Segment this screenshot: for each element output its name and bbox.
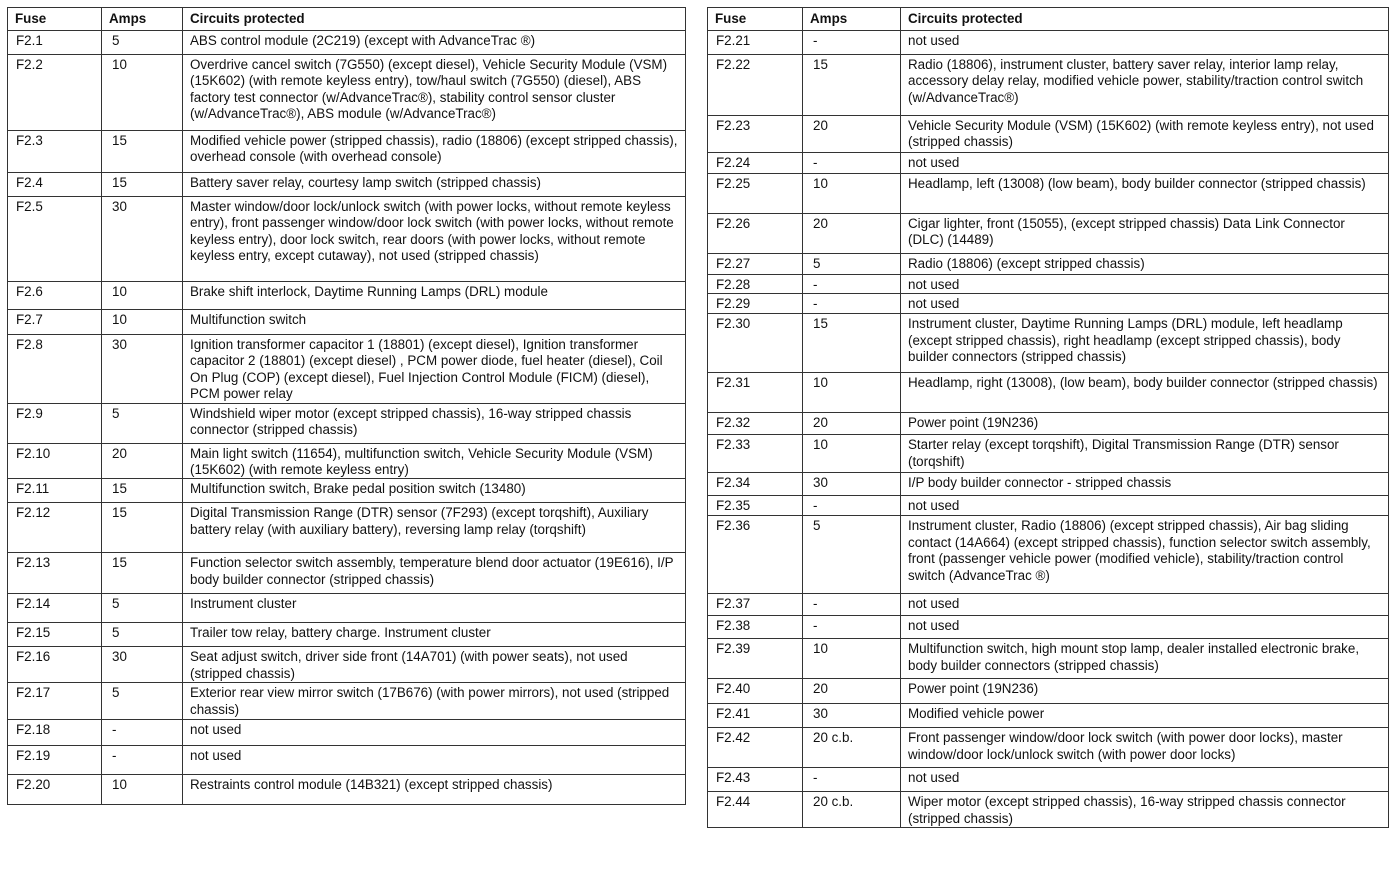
- fuse-row: [708, 792, 1389, 828]
- fuse-id: F2.11: [8, 479, 102, 503]
- fuse-row: [8, 131, 686, 173]
- circuits-protected: not used: [901, 31, 1389, 55]
- circuits-protected: Starter relay (except torqshift), Digital Transmission Range (DTR) sensor (torqshift): [901, 435, 1389, 473]
- circuits-protected: Seat adjust switch, driver side front (14A701) (with power seats), not used (stripped chassis): [183, 647, 686, 683]
- circuits-protected: Modified vehicle power: [901, 704, 1389, 728]
- fuse-id: F2.10: [8, 443, 102, 479]
- amperage: 15: [102, 479, 183, 503]
- fuse-row: [708, 294, 1389, 314]
- amperage: -: [803, 153, 901, 174]
- fuse-id: F2.33: [708, 435, 803, 473]
- circuits-protected: Radio (18806), instrument cluster, battery saver relay, interior lamp relay, accessory delay relay, modified vehicle power, stability/traction control switch (w/AdvanceTrac®): [901, 55, 1389, 116]
- amperage: -: [803, 616, 901, 639]
- circuits-protected: Overdrive cancel switch (7G550) (except diesel), Vehicle Security Module (VSM) (15K602) (with remote keyless entry), tow/haul switch (7G550) (diesel), ABS factory test connector (w/AdvanceTrac®), stability control sensor cluster (w/AdvanceTrac®), ABS module (w/AdvanceTrac®): [183, 55, 686, 131]
- fuse-id: F2.40: [708, 679, 803, 704]
- fuse-id: F2.43: [708, 768, 803, 792]
- amperage: -: [803, 768, 901, 792]
- fuse-row: [8, 282, 686, 310]
- header-amps: Amps: [102, 8, 183, 31]
- circuits-protected: Digital Transmission Range (DTR) sensor (7F293) (except torqshift), Auxiliary battery relay (with auxiliary battery), reversing lamp relay (torqshift): [183, 503, 686, 553]
- amperage: 5: [102, 623, 183, 647]
- fuse-id: F2.44: [708, 792, 803, 828]
- fuse-row: [8, 503, 686, 553]
- circuits-protected: Exterior rear view mirror switch (17B676) (with power mirrors), not used (stripped chassis): [183, 683, 686, 720]
- circuits-protected: Multifunction switch: [183, 310, 686, 335]
- amperage: 30: [102, 647, 183, 683]
- fuse-row: [8, 173, 686, 197]
- circuits-protected: Modified vehicle power (stripped chassis), radio (18806) (except stripped chassis), overhead console (with overhead console): [183, 131, 686, 173]
- fuse-row: [8, 403, 686, 443]
- circuits-protected: Windshield wiper motor (except stripped chassis), 16-way stripped chassis connector (stripped chassis): [183, 403, 686, 443]
- fuse-id: F2.39: [708, 639, 803, 679]
- circuits-protected: not used: [183, 746, 686, 775]
- circuits-protected: I/P body builder connector - stripped chassis: [901, 473, 1389, 496]
- fuse-id: F2.32: [708, 413, 803, 435]
- amperage: 10: [803, 639, 901, 679]
- fuse-id: F2.42: [708, 728, 803, 768]
- fuse-row: [8, 335, 686, 404]
- fuse-row: [708, 153, 1389, 174]
- amperage: 10: [102, 282, 183, 310]
- circuits-protected: not used: [901, 294, 1389, 314]
- header-row: [8, 8, 686, 31]
- circuits-protected: Instrument cluster: [183, 594, 686, 623]
- fuse-row: [708, 516, 1389, 594]
- fuse-id: F2.16: [8, 647, 102, 683]
- fuse-id: F2.41: [708, 704, 803, 728]
- circuits-protected: ABS control module (2C219) (except with AdvanceTrac ®): [183, 31, 686, 55]
- fuse-id: F2.15: [8, 623, 102, 647]
- fuse-row: [8, 594, 686, 623]
- amperage: 5: [102, 683, 183, 720]
- fuse-row: [8, 683, 686, 720]
- amperage: 15: [803, 55, 901, 116]
- fuse-id: F2.35: [708, 496, 803, 516]
- fuse-id: F2.20: [8, 775, 102, 805]
- amperage: 20: [803, 214, 901, 254]
- amperage: 10: [102, 55, 183, 131]
- amperage: 15: [102, 503, 183, 553]
- fuse-id: F2.12: [8, 503, 102, 553]
- fuse-row: [708, 639, 1389, 679]
- circuits-protected: Front passenger window/door lock switch (with power door locks), master window/door lock/unlock switch (with power door locks): [901, 728, 1389, 768]
- amperage: 10: [803, 373, 901, 413]
- fuse-row: [8, 775, 686, 805]
- amperage: 15: [102, 173, 183, 197]
- circuits-protected: Ignition transformer capacitor 1 (18801) (except diesel), Ignition transformer capacitor 2 (18801) (except diesel) , PCM power diode, fuel heater (diesel), Coil On Plug (COP) (except diesel), Fuel Injection Control Module (FICM) (diesel), PCM power relay: [183, 335, 686, 404]
- fuse-id: F2.13: [8, 553, 102, 594]
- fuse-id: F2.26: [708, 214, 803, 254]
- fuse-id: F2.19: [8, 746, 102, 775]
- fuse-row: [8, 55, 686, 131]
- amperage: 5: [102, 594, 183, 623]
- circuits-protected: Multifunction switch, high mount stop lamp, dealer installed electronic brake, body builder connectors (stripped chassis): [901, 639, 1389, 679]
- amperage: 20: [102, 443, 183, 479]
- amperage: 20: [803, 116, 901, 153]
- fuse-row: [708, 373, 1389, 413]
- fuse-id: F2.36: [708, 516, 803, 594]
- amperage: 30: [803, 473, 901, 496]
- fuse-row: [708, 314, 1389, 373]
- fuse-row: [708, 55, 1389, 116]
- circuits-protected: not used: [901, 768, 1389, 792]
- amperage: -: [803, 294, 901, 314]
- fuse-id: F2.37: [708, 594, 803, 616]
- fuse-row: [8, 746, 686, 775]
- circuits-protected: not used: [901, 616, 1389, 639]
- amperage: 5: [102, 31, 183, 55]
- circuits-protected: Headlamp, left (13008) (low beam), body builder connector (stripped chassis): [901, 174, 1389, 214]
- fuse-row: [708, 679, 1389, 704]
- circuits-protected: Headlamp, right (13008), (low beam), body builder connector (stripped chassis): [901, 373, 1389, 413]
- amperage: 30: [102, 197, 183, 282]
- circuits-protected: not used: [901, 153, 1389, 174]
- fuse-id: F2.7: [8, 310, 102, 335]
- fuse-id: F2.5: [8, 197, 102, 282]
- amperage: 10: [102, 775, 183, 805]
- amperage: 20: [803, 679, 901, 704]
- amperage: 20: [803, 413, 901, 435]
- fuse-id: F2.22: [708, 55, 803, 116]
- fuse-row: [8, 647, 686, 683]
- circuits-protected: not used: [901, 496, 1389, 516]
- circuits-protected: Master window/door lock/unlock switch (with power locks, without remote keyless entry), front passenger window/door lock switch (with power locks, without remote keyless entry), door lock switch, rear doors (with power locks, without remote keyless entry, except cutaway), not used (stripped chassis): [183, 197, 686, 282]
- fuse-id: F2.23: [708, 116, 803, 153]
- circuits-protected: Brake shift interlock, Daytime Running Lamps (DRL) module: [183, 282, 686, 310]
- fuse-id: F2.27: [708, 254, 803, 275]
- amperage: 20 c.b.: [803, 728, 901, 768]
- amperage: 5: [803, 254, 901, 275]
- fuse-table-left: [7, 7, 686, 805]
- fuse-row: [708, 214, 1389, 254]
- fuse-table-right: [707, 7, 1389, 828]
- circuits-protected: Power point (19N236): [901, 679, 1389, 704]
- fuse-id: F2.25: [708, 174, 803, 214]
- amperage: -: [102, 746, 183, 775]
- circuits-protected: not used: [183, 720, 686, 746]
- fuse-row: [708, 768, 1389, 792]
- fuse-row: [708, 616, 1389, 639]
- circuits-protected: Wiper motor (except stripped chassis), 16-way stripped chassis connector (stripped chassis): [901, 792, 1389, 828]
- fuse-id: F2.2: [8, 55, 102, 131]
- header-fuse: Fuse: [8, 8, 102, 31]
- circuits-protected: Restraints control module (14B321) (except stripped chassis): [183, 775, 686, 805]
- circuits-protected: Power point (19N236): [901, 413, 1389, 435]
- fuse-row: [708, 254, 1389, 275]
- fuse-row: [8, 310, 686, 335]
- fuse-id: F2.34: [708, 473, 803, 496]
- fuse-id: F2.31: [708, 373, 803, 413]
- fuse-id: F2.18: [8, 720, 102, 746]
- fuse-row: [708, 473, 1389, 496]
- circuits-protected: Cigar lighter, front (15055), (except stripped chassis) Data Link Connector (DLC) (14489): [901, 214, 1389, 254]
- fuse-id: F2.29: [708, 294, 803, 314]
- fuse-id: F2.1: [8, 31, 102, 55]
- header-circuits: Circuits protected: [183, 8, 686, 31]
- amperage: 30: [803, 704, 901, 728]
- fuse-row: [708, 31, 1389, 55]
- circuits-protected: not used: [901, 275, 1389, 294]
- circuits-protected: Radio (18806) (except stripped chassis): [901, 254, 1389, 275]
- amperage: 5: [803, 516, 901, 594]
- fuse-id: F2.4: [8, 173, 102, 197]
- fuse-id: F2.17: [8, 683, 102, 720]
- amperage: -: [102, 720, 183, 746]
- fuse-row: [708, 594, 1389, 616]
- amperage: 5: [102, 403, 183, 443]
- circuits-protected: Battery saver relay, courtesy lamp switch (stripped chassis): [183, 173, 686, 197]
- fuse-row: [708, 116, 1389, 153]
- fuse-id: F2.28: [708, 275, 803, 294]
- amperage: 10: [102, 310, 183, 335]
- fuse-row: [708, 435, 1389, 473]
- header-row: [708, 8, 1389, 31]
- fuse-id: F2.8: [8, 335, 102, 404]
- circuits-protected: Trailer tow relay, battery charge. Instrument cluster: [183, 623, 686, 647]
- amperage: 30: [102, 335, 183, 404]
- fuse-row: [8, 720, 686, 746]
- amperage: -: [803, 496, 901, 516]
- fuse-row: [8, 553, 686, 594]
- circuits-protected: Main light switch (11654), multifunction switch, Vehicle Security Module (VSM) (15K602) (with remote keyless entry): [183, 443, 686, 479]
- fuse-id: F2.14: [8, 594, 102, 623]
- header-fuse: Fuse: [708, 8, 803, 31]
- fuse-row: [8, 31, 686, 55]
- circuits-protected: Function selector switch assembly, temperature blend door actuator (19E616), I/P body builder connector (stripped chassis): [183, 553, 686, 594]
- fuse-row: [708, 174, 1389, 214]
- amperage: 15: [102, 553, 183, 594]
- amperage: 15: [102, 131, 183, 173]
- fuse-id: F2.9: [8, 403, 102, 443]
- fuse-id: F2.30: [708, 314, 803, 373]
- fuse-id: F2.3: [8, 131, 102, 173]
- fuse-id: F2.6: [8, 282, 102, 310]
- amperage: -: [803, 275, 901, 294]
- fuse-row: [708, 496, 1389, 516]
- amperage: -: [803, 594, 901, 616]
- amperage: -: [803, 31, 901, 55]
- header-amps: Amps: [803, 8, 901, 31]
- circuits-protected: Vehicle Security Module (VSM) (15K602) (with remote keyless entry), not used (stripped chassis): [901, 116, 1389, 153]
- fuse-id: F2.21: [708, 31, 803, 55]
- fuse-row: [8, 623, 686, 647]
- amperage: 10: [803, 174, 901, 214]
- fuse-id: F2.38: [708, 616, 803, 639]
- amperage: 15: [803, 314, 901, 373]
- circuits-protected: Instrument cluster, Radio (18806) (except stripped chassis), Air bag sliding contact (14A664) (except stripped chassis), function selector switch assembly, front (passenger vehicle power (modified vehicle), stability/traction control switch (AdvanceTrac ®): [901, 516, 1389, 594]
- circuits-protected: Multifunction switch, Brake pedal position switch (13480): [183, 479, 686, 503]
- fuse-row: [708, 413, 1389, 435]
- fuse-row: [708, 728, 1389, 768]
- circuits-protected: Instrument cluster, Daytime Running Lamps (DRL) module, left headlamp (except stripped chassis), right headlamp (except stripped chassis), body builder connectors (stripped chassis): [901, 314, 1389, 373]
- fuse-row: [8, 443, 686, 479]
- header-circuits: Circuits protected: [901, 8, 1389, 31]
- amperage: 10: [803, 435, 901, 473]
- amperage: 20 c.b.: [803, 792, 901, 828]
- fuse-row: [8, 479, 686, 503]
- fuse-row: [8, 197, 686, 282]
- fuse-id: F2.24: [708, 153, 803, 174]
- circuits-protected: not used: [901, 594, 1389, 616]
- fuse-row: [708, 275, 1389, 294]
- fuse-row: [708, 704, 1389, 728]
